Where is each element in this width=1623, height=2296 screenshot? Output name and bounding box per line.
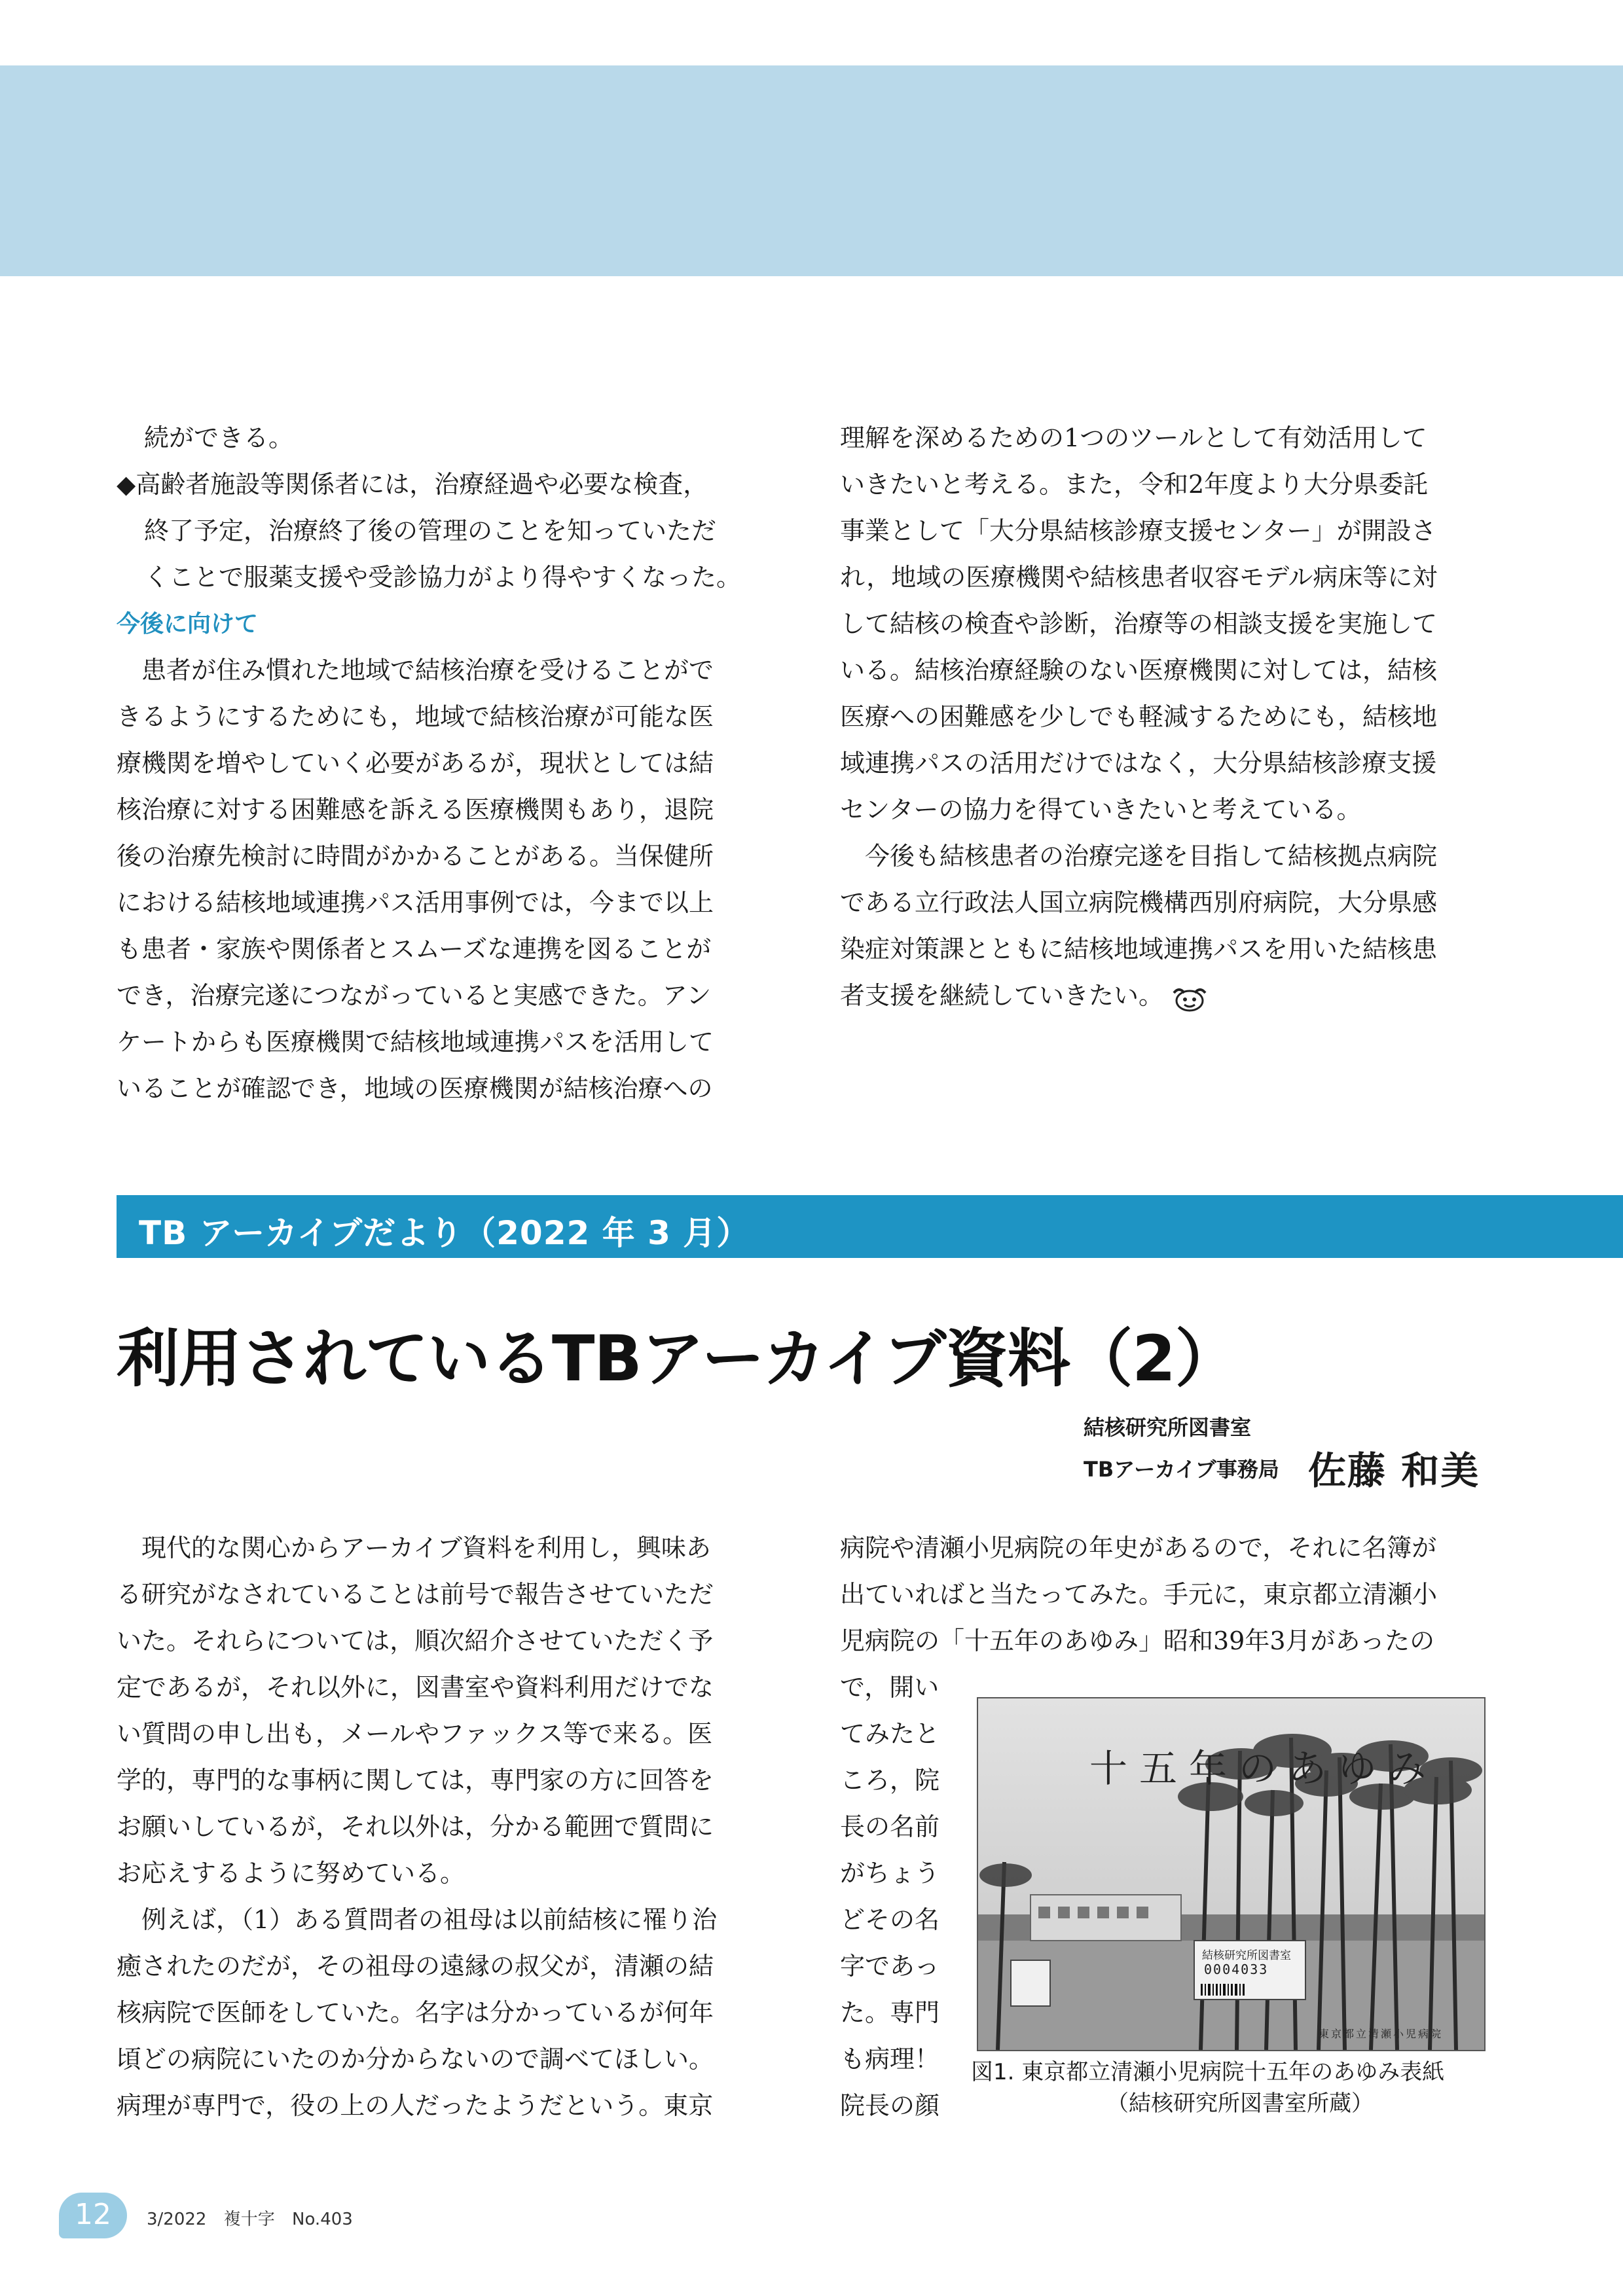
text-line: 現代的な関心からアーカイブ資料を利用し，興味あ <box>117 1534 711 1562</box>
section-heading: 今後に向けて <box>117 611 259 637</box>
upper-left-column <box>117 415 741 1112</box>
page-number-badge <box>59 2193 127 2238</box>
article-title: 利用されているTBアーカイブ資料（2） <box>117 1322 1237 1395</box>
text-line: も病理！ <box>840 2045 940 2073</box>
text-line: てみたと <box>840 1719 940 1748</box>
text-line: 今後も結核患者の治療完遂を目指して結核拠点病院 <box>840 842 1438 870</box>
text-line: ころ，院 <box>840 1766 940 1795</box>
text-line: 院長の顔 <box>840 2091 940 2120</box>
text-line: いることが確認でき，地域の医療機関が結核治療への <box>117 1074 713 1103</box>
text-line: 病院や清瀬小児病院の年史があるので，それに名簿が <box>840 1534 1437 1562</box>
text-line: いきたいと考える。また，令和2年度より大分県委託 <box>840 470 1429 499</box>
section-banner <box>117 1195 1623 1258</box>
figure-caption-source: （結核研究所図書室所蔵） <box>1106 2090 1374 2117</box>
text-line: どその名 <box>840 1905 940 1934</box>
page-number: 12 <box>75 2198 111 2231</box>
text-line: くことで服薬支援や受診協力がより得やすくなった。 <box>144 563 742 592</box>
text-line: ケートからも医療機関で結核地域連携パスを活用して <box>117 1028 714 1056</box>
text-line: 長の名前 <box>840 1812 940 1841</box>
library-label: 結核研究所図書室 <box>1202 1949 1291 1962</box>
text-line: 理解を深めるための1つのツールとして有効活用して <box>840 423 1427 452</box>
text-line: 患者が住み慣れた地域で結核治療を受けることがで <box>117 656 714 685</box>
text-line: きるようにするためにも，地域で結核治療が可能な医 <box>117 702 714 731</box>
text-line: た。専門 <box>840 1998 940 2027</box>
text-line: いた。それらについては，順次紹介させていただく予 <box>117 1626 714 1655</box>
text-line: 字であっ <box>840 1952 939 1981</box>
text-line: 者支援を継続していきたい。 <box>840 981 1164 1010</box>
text-line: 染症対策課とともに結核地域連携パスを用いた結核患 <box>840 935 1438 963</box>
text-line: れ，地域の医療機関や結核患者収容モデル病床等に対 <box>840 563 1438 592</box>
text-line: して結核の検査や診断，治療等の相談支援を実施して <box>840 609 1438 638</box>
text-line: である立行政法人国立病院機構西別府病院，大分県感 <box>840 888 1438 917</box>
text-line: ◆高齢者施設等関係者には，治療経過や必要な検査， <box>117 470 708 499</box>
author-name: 佐藤 和美 <box>1308 1448 1480 1493</box>
cover-title: 十五年のあゆみ <box>1089 1746 1438 1791</box>
text-line: で，開い <box>840 1673 939 1702</box>
author-affiliation: 結核研究所図書室 <box>1084 1415 1252 1440</box>
barcode-number: 0004033 <box>1204 1962 1269 1977</box>
figure-caption: 図1. 東京都立清瀬小児病院十五年のあゆみ表紙 <box>971 2059 1445 2085</box>
text-line: も患者・家族や関係者とスムーズな連携を図ることが <box>117 935 712 963</box>
text-line: 頃どの病院にいたのか分からないので調べてほしい。 <box>117 2045 714 2073</box>
text-line: お応えするように努めている。 <box>117 1859 465 1888</box>
text-line: 事業として「大分県結核診療支援センター」が開設さ <box>840 516 1436 545</box>
lower-left-column <box>117 1525 717 2129</box>
text-line: 核治療に対する困難感を訴える医療機関もあり，退院 <box>117 795 714 824</box>
upper-right-column <box>840 415 1437 1019</box>
text-line: る研究がなされていることは前号で報告させていただ <box>117 1580 714 1609</box>
end-mark-icon <box>1170 984 1209 1013</box>
text-line: がちょう <box>840 1859 940 1888</box>
magazine-name: 複十字 <box>223 2210 275 2229</box>
text-line: における結核地域連携パス活用事例では，今まで以上 <box>117 888 714 917</box>
text-line: 癒されたのだが，その祖母の遠縁の叔父が，清瀬の結 <box>117 1952 714 1981</box>
footer-info <box>147 2206 365 2230</box>
text-line: 終了予定，治療終了後の管理のことを知っていただ <box>144 516 717 545</box>
cover-footer-text: 東京都立清瀬小児病院 <box>1319 2028 1444 2040</box>
text-line: 続ができる。 <box>144 423 294 452</box>
text-line: 核病院で医師をしていた。名字は分かっているが何年 <box>117 1998 714 2027</box>
text-line: お願いしているが，それ以外は，分かる範囲で質問に <box>117 1812 714 1841</box>
text-line: 療機関を増やしていく必要があるが，現状としては結 <box>117 749 714 778</box>
issue-date: 3/2022 <box>147 2210 207 2229</box>
text-line: 医療への困難感を少しでも軽減するためにも，結核地 <box>840 702 1438 731</box>
figure-book-cover <box>977 1697 1486 2051</box>
text-line: 病理が専門で，役の上の人だったようだという。東京 <box>117 2091 714 2120</box>
text-line: 出ていればと当たってみた。手元に，東京都立清瀬小 <box>840 1580 1438 1609</box>
text-line: 学的，専門的な事柄に関しては，専門家の方に回答を <box>117 1766 714 1795</box>
text-line: センターの協力を得ていきたいと考えている。 <box>840 795 1362 824</box>
text-line: い質問の申し出も，メールやファックス等で来る。医 <box>117 1719 713 1748</box>
text-line: でき，治療完遂につながっていると実感できた。アン <box>117 981 712 1010</box>
text-line: 児病院の「十五年のあゆみ」昭和39年3月があったの <box>840 1626 1435 1655</box>
issue-number: No.403 <box>292 2210 353 2229</box>
text-line: 例えば，（1）ある質問者の祖母は以前結核に罹り治 <box>117 1905 718 1934</box>
text-line-last <box>840 973 1437 1019</box>
author-department: TBアーカイブ事務局 <box>1084 1457 1279 1482</box>
section-banner-label: TB アーカイブだより（2022 年 3 月） <box>139 1214 750 1252</box>
header-band <box>0 65 1623 276</box>
text-line: 域連携パスの活用だけではなく，大分県結核診療支援 <box>840 749 1437 778</box>
text-line: 定であるが，それ以外に，図書室や資料利用だけでな <box>117 1673 714 1702</box>
text-line: 後の治療先検討に時間がかかることがある。当保健所 <box>117 842 714 870</box>
text-line: いる。結核治療経験のない医療機関に対しては，結核 <box>840 656 1438 685</box>
